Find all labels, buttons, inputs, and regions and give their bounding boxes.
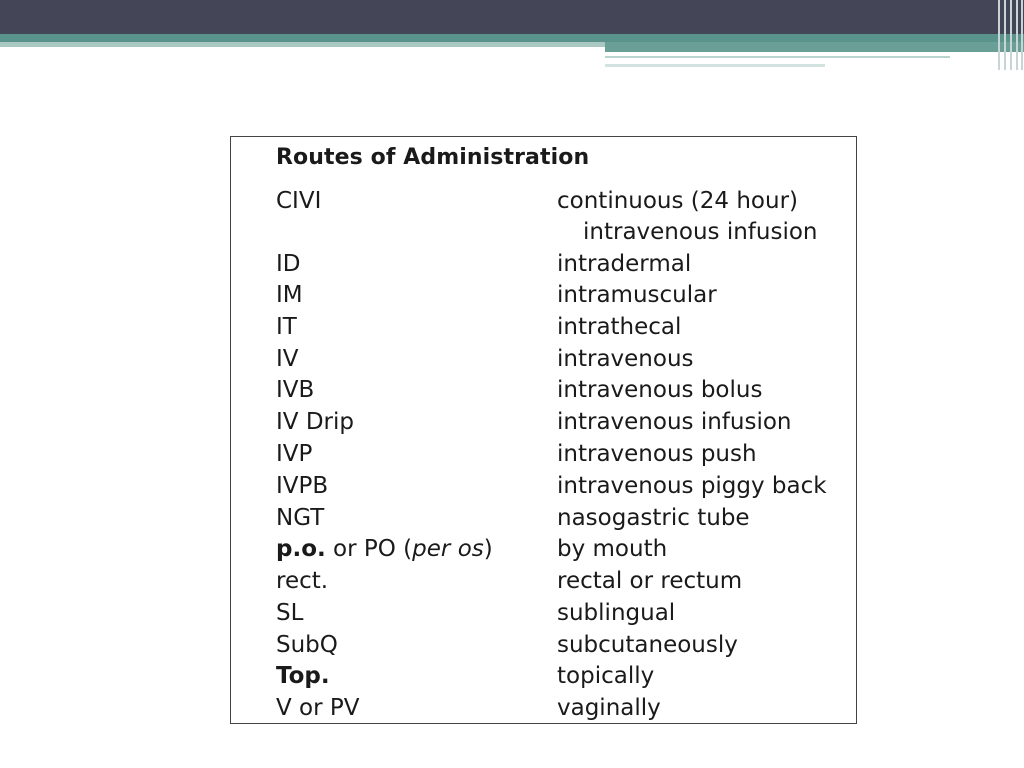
header-stripes: [995, 0, 1024, 70]
table-row: [276, 441, 846, 471]
row-meaning: nasogastric tube: [557, 505, 750, 531]
row-abbr: IV: [276, 346, 299, 372]
row-meaning: intravenous bolus: [557, 377, 763, 403]
row-abbr: IVP: [276, 441, 313, 467]
table-row: [276, 346, 846, 376]
table-row: [276, 377, 846, 407]
header-stripe: [1016, 0, 1018, 70]
row-abbr-bold: p.o.: [276, 536, 326, 562]
table-row: [276, 188, 846, 218]
header-accent-bar: [0, 34, 1024, 42]
header-thin-line: [605, 64, 825, 67]
table-row: [276, 695, 846, 725]
row-meaning: intravenous piggy back: [557, 473, 827, 499]
row-abbr: SubQ: [276, 632, 338, 658]
row-abbr: IM: [276, 282, 303, 308]
row-meaning: intravenous: [557, 346, 694, 372]
header-accent-bar-right: [605, 42, 1024, 52]
row-abbr: ID: [276, 251, 301, 277]
row-abbr: rect.: [276, 568, 329, 594]
header-banner: [0, 0, 1024, 34]
header-stripe: [1021, 0, 1023, 70]
row-meaning: by mouth: [557, 536, 668, 562]
table-row: [276, 600, 846, 630]
row-meaning: intravenous infusion: [557, 409, 792, 435]
row-meaning: subcutaneously: [557, 632, 738, 658]
row-abbr-italic: per os: [412, 536, 484, 562]
table-row: [276, 473, 846, 503]
row-abbr: NGT: [276, 505, 325, 531]
row-abbr: IT: [276, 314, 297, 340]
row-abbr: V or PV: [276, 695, 360, 721]
row-abbr-end: ): [483, 536, 493, 562]
routes-table: [230, 136, 857, 724]
row-meaning: topically: [557, 663, 655, 689]
routes-table-title: Routes of Administration: [276, 145, 590, 170]
row-abbr: CIVI: [276, 188, 322, 214]
header-thin-line: [605, 56, 950, 58]
table-row: [276, 663, 846, 693]
row-meaning: sublingual: [557, 600, 676, 626]
header-accent-bar-light: [0, 42, 605, 47]
table-row: [276, 409, 846, 439]
row-abbr: IVB: [276, 377, 315, 403]
row-abbr: IVPB: [276, 473, 329, 499]
header-stripe: [1010, 0, 1012, 70]
row-abbr: IV Drip: [276, 409, 354, 435]
row-meaning-continued: intravenous infusion: [583, 219, 818, 245]
header-stripe: [1004, 0, 1006, 70]
table-row: [276, 505, 846, 535]
table-row: [276, 219, 846, 249]
row-meaning: intradermal: [557, 251, 692, 277]
row-abbr: Top.: [276, 663, 330, 689]
row-meaning: rectal or rectum: [557, 568, 743, 594]
table-row: [276, 282, 846, 312]
row-meaning: intravenous push: [557, 441, 757, 467]
header-stripe: [998, 0, 1000, 70]
table-row: [276, 568, 846, 598]
row-abbr: SL: [276, 600, 304, 626]
table-row: [276, 632, 846, 662]
table-row: [276, 314, 846, 344]
row-abbr: [276, 536, 493, 562]
row-meaning: intrathecal: [557, 314, 682, 340]
row-abbr-mid: or PO (: [325, 536, 413, 562]
table-row: [276, 536, 846, 566]
table-row: [276, 251, 846, 281]
row-meaning: intramuscular: [557, 282, 717, 308]
row-meaning: continuous (24 hour): [557, 188, 799, 214]
row-meaning: vaginally: [557, 695, 661, 721]
